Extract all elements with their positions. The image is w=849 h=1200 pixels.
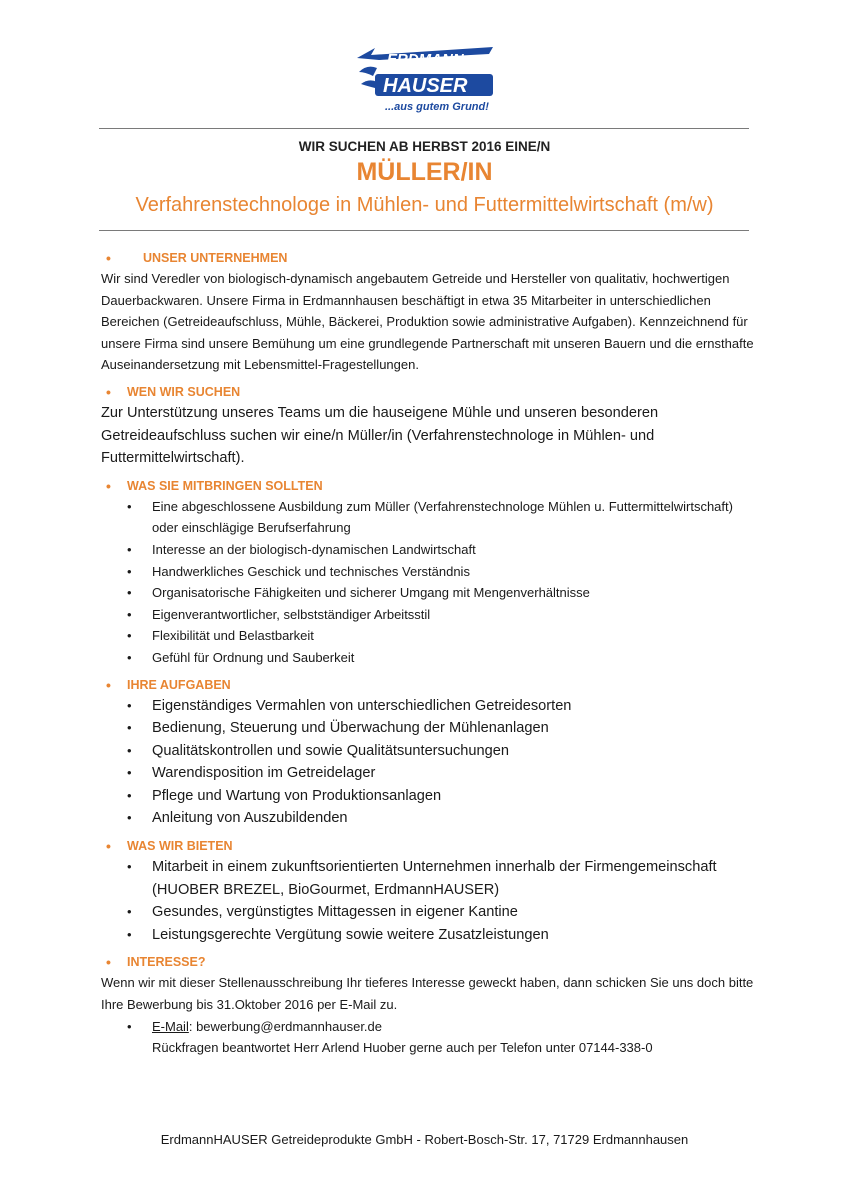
section-heading bbox=[101, 382, 761, 402]
bullet-icon: • bbox=[127, 926, 132, 942]
list-item bbox=[101, 924, 761, 947]
bullet-icon: • bbox=[127, 787, 132, 803]
item-text: Mitarbeit in einem zukunftsorientierten Unternehmen innerhalb der Firmengemeinschaft (HUOBER BREZEL, BioGourmet, ErdmannHAUSER) bbox=[152, 859, 717, 898]
list-item bbox=[101, 647, 761, 669]
heading-text: UNSER UNTERNEHMEN bbox=[143, 251, 288, 265]
bullet-icon: • bbox=[106, 676, 111, 693]
list-item bbox=[101, 807, 761, 830]
contact-item bbox=[101, 1016, 761, 1059]
list-item bbox=[101, 625, 761, 647]
bullet-icon: • bbox=[127, 859, 132, 875]
section-text: Zur Unterstützung unseres Teams um die hauseigene Mühle und unseren besonderen Getreideaufschluss suchen wir eine/n Müller/in (Verfahrenstechnologe in Mühlen- und Futtermittelwirtschaft). bbox=[101, 404, 659, 467]
heading-text: INTERESSE? bbox=[127, 955, 206, 970]
bullet-icon: • bbox=[127, 765, 132, 781]
list-item bbox=[101, 717, 761, 740]
list-item bbox=[101, 604, 761, 626]
bullet-icon: • bbox=[127, 563, 132, 579]
bullet-icon: • bbox=[127, 541, 132, 557]
section-heading bbox=[101, 952, 761, 972]
item-text: Organisatorische Fähigkeiten und sicherer Umgang mit Mengenverhältnisse bbox=[152, 585, 590, 601]
bullet-icon: • bbox=[127, 904, 132, 920]
bullet-icon: • bbox=[127, 628, 132, 644]
item-text: Warendisposition im Getreidelager bbox=[152, 765, 376, 782]
logo-tagline: ...aus gutem Grund! bbox=[385, 101, 489, 113]
list-item bbox=[101, 539, 761, 561]
bullet-icon: • bbox=[127, 1018, 132, 1034]
bullet-icon: • bbox=[127, 585, 132, 601]
bullet-icon: • bbox=[127, 498, 132, 514]
heading-text: WEN WIR SUCHEN bbox=[127, 384, 241, 399]
logo-line1: ERDMANN bbox=[387, 51, 464, 68]
section-aufgaben bbox=[101, 675, 761, 831]
list-item bbox=[101, 740, 761, 763]
tasks-list bbox=[101, 695, 761, 831]
list-item bbox=[101, 496, 761, 539]
list-item bbox=[101, 582, 761, 604]
list-item bbox=[101, 785, 761, 808]
bullet-icon: • bbox=[106, 250, 111, 266]
item-text: Leistungsgerechte Vergütung sowie weitere Zusatzleistungen bbox=[152, 926, 549, 943]
bullet-icon: • bbox=[127, 720, 132, 736]
bullet-icon: • bbox=[106, 954, 111, 971]
requirements-list bbox=[101, 496, 761, 669]
list-item bbox=[101, 856, 761, 901]
item-text: Eigenverantwortlicher, selbstständiger Arbeitsstil bbox=[152, 606, 431, 622]
section-text: Wenn wir mit dieser Stellenausschreibung Ihr tieferes Interesse geweckt haben, dann schicken Sie uns doch bitte Ihre Bewerbung bis 31.Oktober 2016 per E-Mail zu. bbox=[101, 975, 754, 1013]
bullet-icon: • bbox=[127, 606, 132, 622]
section-interesse bbox=[101, 952, 761, 1058]
heading-text: WAS WIR BIETEN bbox=[127, 839, 233, 854]
item-text: Pflege und Wartung von Produktionsanlagen bbox=[152, 787, 442, 804]
list-item bbox=[101, 695, 761, 718]
job-subtitle: Verfahrenstechnologe in Mühlen- und Futtermittelwirtschaft (m/w) bbox=[135, 194, 714, 216]
section-text: Wir sind Veredler von biologisch-dynamisch angebautem Getreide und Hersteller von qualitativ, hochwertigen Dauerbackwaren. Unsere Firma in Erdmannhausen beschäftigt in etwa 35 Mitarbeiter in unterschiedlichen Bereichen (Getreideaufschluss, Mühle, Bäckerei, Produktion sowie administrative Aufgaben). Kennzeichnend für unsere Firma sind unsere Bemühung um eine grundlegende Partnerschaft mit unseren Bauern und die ernsthafte Auseinandersetzung mit Lebensmittel-Fragestellungen. bbox=[101, 271, 754, 373]
bullet-icon: • bbox=[106, 383, 111, 400]
section-heading bbox=[101, 836, 761, 856]
email-link[interactable]: E-Mail bbox=[152, 1018, 189, 1034]
list-item bbox=[101, 561, 761, 583]
section-heading bbox=[101, 248, 761, 268]
contact-list bbox=[101, 1016, 761, 1059]
section-heading bbox=[101, 675, 761, 695]
heading-text: IHRE AUFGABEN bbox=[127, 677, 231, 692]
heading-text: WAS SIE MITBRINGEN SOLLTEN bbox=[127, 478, 323, 493]
logo-graphic bbox=[355, 42, 495, 114]
header-divider bbox=[99, 230, 749, 231]
bullet-icon: • bbox=[127, 697, 132, 713]
item-text: Flexibilität und Belastbarkeit bbox=[152, 628, 314, 644]
item-text: Gefühl für Ordnung und Sauberkeit bbox=[152, 649, 355, 665]
company-footer: ErdmannHAUSER Getreideprodukte GmbH - Robert-Bosch-Str. 17, 71729 Erdmannhausen bbox=[160, 1132, 689, 1147]
list-item bbox=[101, 762, 761, 785]
bullet-icon: • bbox=[127, 742, 132, 758]
section-unternehmen bbox=[101, 248, 761, 376]
top-divider bbox=[99, 128, 749, 129]
item-text: Eine abgeschlossene Ausbildung zum Müller (Verfahrenstechnologe Mühlen u. Futtermittelwirtschaft) oder einschlägige Berufserfahrung bbox=[152, 498, 733, 536]
section-mitbringen bbox=[101, 476, 761, 669]
company-logo bbox=[355, 42, 495, 114]
item-text: Handwerkliches Geschick und technisches Verständnis bbox=[152, 563, 470, 579]
item-text: Bedienung, Steuerung und Überwachung der Mühlenanlagen bbox=[152, 720, 549, 737]
list-item bbox=[101, 901, 761, 924]
email-address: : bewerbung@erdmannhauser.de bbox=[188, 1018, 383, 1034]
item-text: Interesse an der biologisch-dynamischen Landwirtschaft bbox=[152, 541, 476, 557]
logo-line2: HAUSER bbox=[383, 75, 468, 97]
section-heading bbox=[101, 476, 761, 496]
item-text: Gesundes, vergünstigtes Mittagessen in eigener Kantine bbox=[152, 904, 518, 921]
section-suchen bbox=[101, 382, 761, 470]
benefits-list bbox=[101, 856, 761, 946]
ad-content bbox=[101, 248, 761, 1065]
bullet-icon: • bbox=[127, 649, 132, 665]
item-text: Eigenständiges Vermahlen von unterschiedlichen Getreidesorten bbox=[152, 697, 572, 714]
item-text: Qualitätskontrollen und sowie Qualitätsuntersuchungen bbox=[152, 742, 509, 759]
job-title: MÜLLER/IN bbox=[356, 158, 493, 186]
contact-note: Rückfragen beantwortet Herr Arlend Huober gerne auch per Telefon unter 07144-338-0 bbox=[152, 1040, 653, 1056]
kicker-text: WIR SUCHEN AB HERBST 2016 EINE/N bbox=[298, 139, 551, 154]
bullet-icon: • bbox=[127, 810, 132, 826]
bullet-icon: • bbox=[106, 477, 111, 494]
section-bieten bbox=[101, 836, 761, 946]
item-text: Anleitung von Auszubildenden bbox=[152, 810, 348, 827]
bullet-icon: • bbox=[106, 838, 111, 855]
